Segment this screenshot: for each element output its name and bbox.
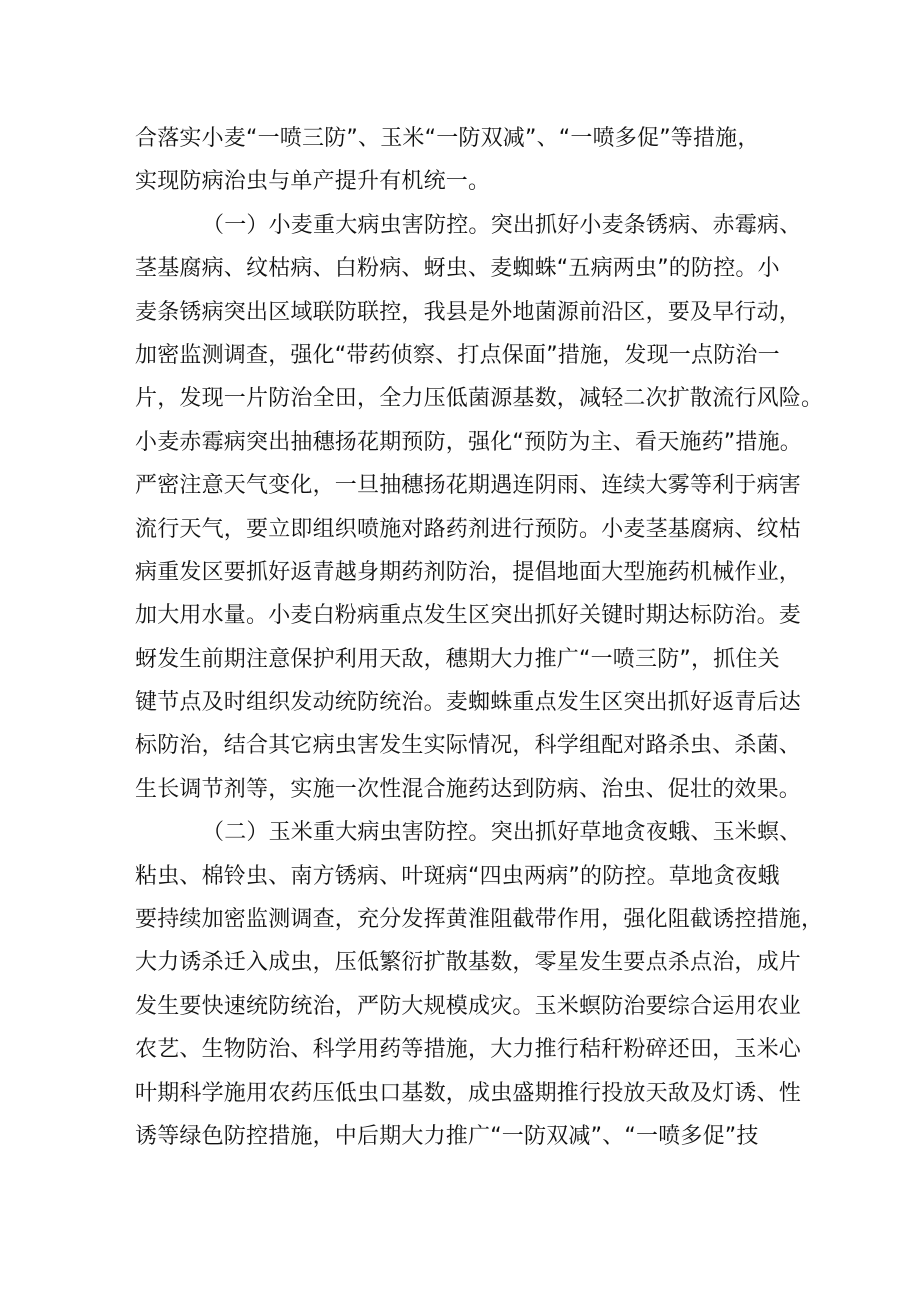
text-line: 诱等绿色防控措施，中后期大力推广“一防双减”、“一喷多促”技: [135, 1123, 759, 1149]
text-line: 严密注意天气变化，一旦抽穗扬花期遇连阴雨、连续大雾等利于病害: [135, 473, 802, 499]
text-line: 片，发现一片防治全田，全力压低菌源基数，减轻二次扩散流行风险。: [135, 386, 824, 412]
text-line: 叶期科学施用农药压低虫口基数，成虫盛期推行投放天敌及灯诱、性: [135, 1080, 802, 1106]
text-line: 键节点及时组织发动统防统治。麦蜘蛛重点发生区突出抓好返青后达: [135, 690, 802, 716]
text-line: 麦条锈病突出区域联防联控，我县是外地菌源前沿区，要及早行动，: [135, 299, 802, 325]
section-heading-line: （一）小麦重大病虫害防控。突出抓好小麦条锈病、赤霉病、: [202, 212, 802, 238]
text-line: 流行天气，要立即组织喷施对路药剂进行预防。小麦茎基腐病、纹枯: [135, 516, 802, 542]
text-line: 粘虫、棉铃虫、南方锈病、叶斑病“四虫两病”的防控。草地贪夜蛾: [135, 863, 780, 889]
text-line: 生长调节剂等，实施一次性混合施药达到防病、治虫、促壮的效果。: [135, 776, 802, 802]
text-line: 发生要快速统防统治，严防大规模成灾。玉米螟防治要综合运用农业: [135, 993, 802, 1019]
text-line: 蚜发生前期注意保护利用天敌，穗期大力推广“一喷三防”，抓住关: [135, 646, 780, 672]
text-line: 合落实小麦“一喷三防”、玉米“一防双减”、“一喷多促”等措施，: [135, 126, 760, 151]
text-line: 标防治，结合其它病虫害发生实际情况，科学组配对路杀虫、杀菌、: [135, 733, 802, 759]
text-line: 病重发区要抓好返青越身期药剂防治，提倡地面大型施药机械作业，: [135, 559, 802, 585]
text-line: 小麦赤霉病突出抽穗扬花期预防，强化“预防为主、看天施药”措施。: [135, 429, 802, 455]
document-body: [135, 117, 824, 1158]
text-line: 加密监测调查，强化“带药侦察、打点保面”措施，发现一点防治一: [135, 342, 780, 368]
text-line: 实现防病治虫与单产提升有机统一。: [135, 169, 491, 195]
text-line: 加大用水量。小麦白粉病重点发生区突出抓好关键时期达标防治。麦: [135, 603, 802, 629]
text-line: 大力诱杀迁入成虫，压低繁衍扩散基数，零星发生要点杀点治，成片: [135, 950, 802, 976]
text-line: 农艺、生物防治、科学用药等措施，大力推行秸秆粉碎还田，玉米心: [135, 1037, 802, 1063]
text-line: 要持续加密监测调查，充分发挥黄淮阻截带作用，强化阻截诱控措施，: [135, 907, 824, 933]
text-line: 茎基腐病、纹枯病、白粉病、蚜虫、麦蜘蛛“五病两虫”的防控。小: [135, 256, 780, 282]
section-heading-line: （二）玉米重大病虫害防控。突出抓好草地贪夜蛾、玉米螟、: [202, 820, 802, 846]
